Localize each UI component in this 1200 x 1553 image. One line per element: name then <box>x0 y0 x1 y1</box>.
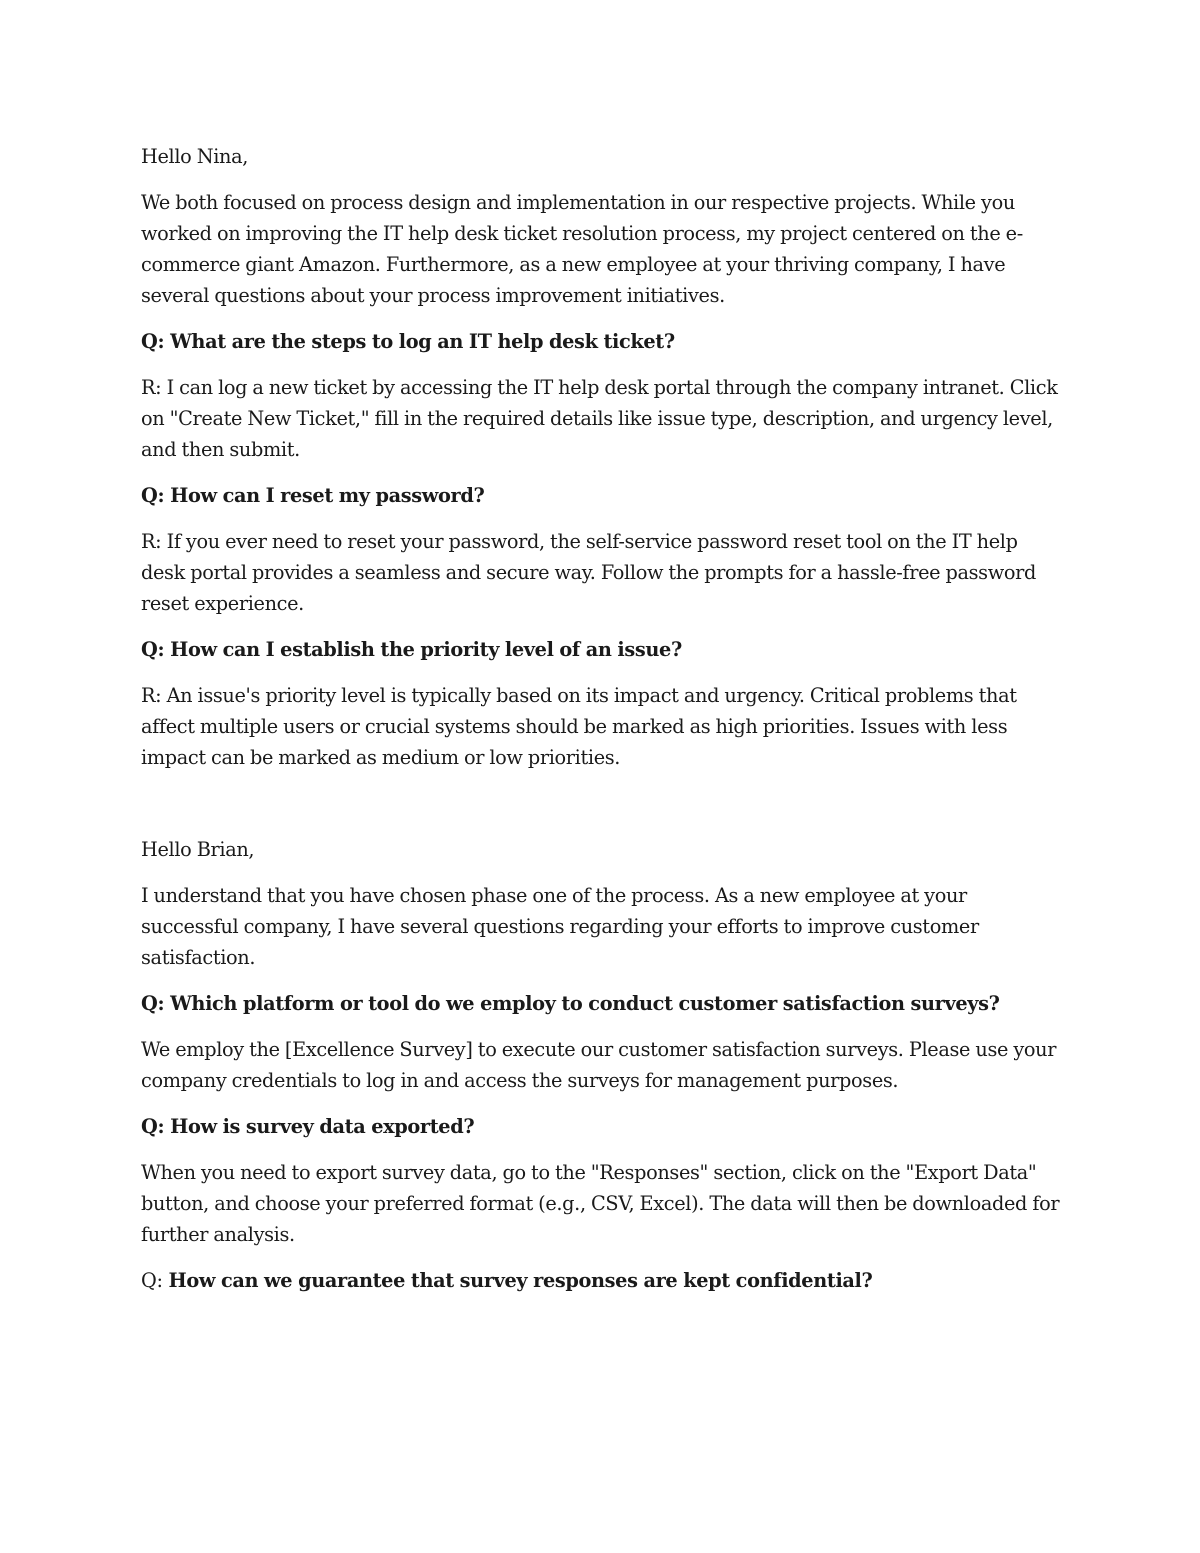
question-prefix: Q: <box>141 1115 165 1138</box>
question-survey-platform <box>141 988 1066 1019</box>
question-export-data <box>141 1111 1066 1142</box>
intro-paragraph-brian: I understand that you have chosen phase one of the process. As a new employee at your successful company, I have several questions regarding your efforts to improve customer satisfaction. <box>141 884 979 969</box>
question-reset-password <box>141 480 1066 511</box>
question-text: What are the steps to log an IT help desk ticket? <box>170 330 675 353</box>
question-priority-level <box>141 634 1066 665</box>
answer-export-data: When you need to export survey data, go to the "Responses" section, click on the "Export Data" button, and choose your preferred format (e.g., CSV, Excel). The data will then be downloaded for further analysis. <box>141 1161 1060 1246</box>
question-prefix: Q: <box>141 992 165 1015</box>
answer-log-ticket: R: I can log a new ticket by accessing the IT help desk portal through the company intranet. Click on "Create New Ticket," fill in the required details like issue type, description, and urgency level, and then submit. <box>141 376 1058 461</box>
greeting-brian: Hello Brian, <box>141 838 255 861</box>
answer-survey-platform: We employ the [Excellence Survey] to execute our customer satisfaction surveys. Please use your company credentials to log in and access the surveys for management purposes. <box>141 1038 1057 1092</box>
question-prefix: Q: <box>141 1269 163 1292</box>
question-text: How is survey data exported? <box>170 1115 475 1138</box>
question-text: How can I establish the priority level of an issue? <box>170 638 682 661</box>
question-confidentiality <box>141 1265 1066 1296</box>
question-text: How can we guarantee that survey responses are kept confidential? <box>168 1269 873 1292</box>
question-text: Which platform or tool do we employ to conduct customer satisfaction surveys? <box>170 992 1000 1015</box>
question-log-ticket <box>141 326 1066 357</box>
question-prefix: Q: <box>141 638 165 661</box>
document-body <box>141 141 1066 1311</box>
question-prefix: Q: <box>141 484 165 507</box>
intro-paragraph-nina: We both focused on process design and implementation in our respective projects. While you worked on improving the IT help desk ticket resolution process, my project centered on the e-commerce giant Amazon. Furthermore, as a new employee at your thriving company, I have several questions about your process improvement initiatives. <box>141 191 1023 307</box>
question-text: How can I reset my password? <box>170 484 485 507</box>
answer-priority-level: R: An issue's priority level is typically based on its impact and urgency. Critical problems that affect multiple users or crucial systems should be marked as high priorities. Issues with less impact can be marked as medium or low priorities. <box>141 684 1017 769</box>
section-spacer <box>141 788 1066 834</box>
answer-reset-password: R: If you ever need to reset your password, the self-service password reset tool on the IT help desk portal provides a seamless and secure way. Follow the prompts for a hassle-free password reset experience. <box>141 530 1036 615</box>
greeting-nina: Hello Nina, <box>141 145 249 168</box>
question-prefix: Q: <box>141 330 165 353</box>
